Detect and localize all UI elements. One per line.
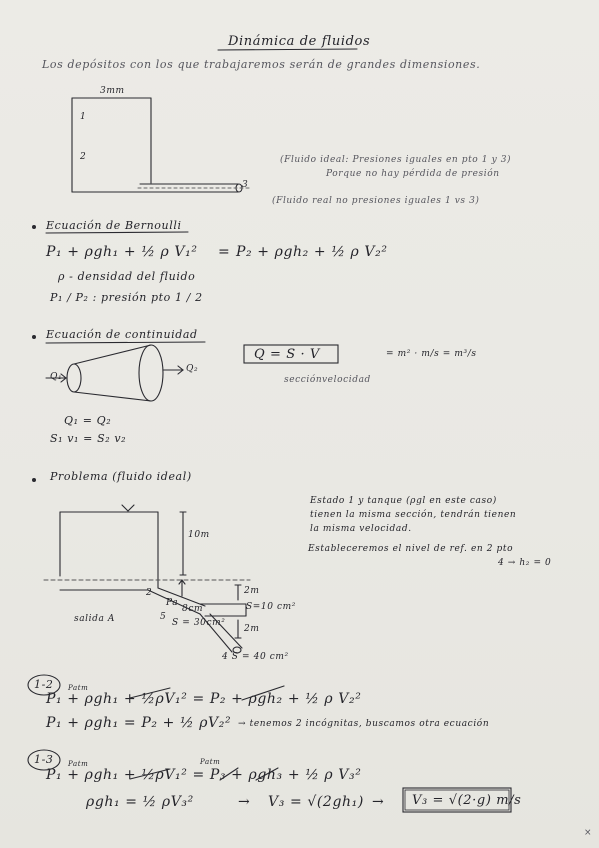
solution-arrow-1: → [238, 794, 251, 810]
problem-heading: Problema (fluido ideal) [50, 470, 192, 483]
solution-line-3: P₁ + ρgh₁ + ½ρV₁² = P₃ + ρgh₃ + ½ ρ V₃² [46, 767, 362, 783]
cone-bottom-edge [74, 392, 151, 401]
ideal-note-line1: (Fluido ideal: Presiones iguales en pto 1 y 3) [280, 155, 512, 165]
bullet-continuity [32, 335, 36, 339]
cone-q1-label: Q₁ [50, 372, 63, 382]
under-velocity: velocidad [322, 375, 371, 385]
continuity-units: = m² · m/s = m³/s [386, 349, 477, 359]
footer-mark: × [584, 828, 593, 838]
solution-line-2: P₁ + ρgh₁ = P₂ + ½ ρV₂² [46, 715, 232, 731]
solution-line-1: P₁ + ρgh₁ + ½ρV₁² = P₂ + ρgh₂ + ½ ρ V₂² [46, 691, 362, 707]
continuity-eq2: S₁ v₁ = S₂ v₂ [50, 432, 127, 445]
label-2m-top: 2m [244, 586, 260, 596]
cone-q2-label: Q₂ [186, 364, 199, 374]
bullet-problem [32, 478, 36, 482]
bernoulli-eq-lhs: P₁ + ρgh₁ + ½ ρ V₁² [46, 244, 198, 260]
label-pa: Pa [166, 598, 179, 608]
intro-text: Los depósitos con los que trabajaremos serán de grandes dimensiones. [42, 58, 481, 71]
problem-note-3: la misma velocidad. [310, 524, 412, 534]
title-underline [218, 49, 357, 50]
under-section: sección [284, 375, 323, 385]
salida-label: salida A [74, 614, 116, 624]
tank1-point-3: 3 [242, 180, 249, 190]
cone-small-end [67, 364, 81, 392]
tag-1-2: 1-2 [34, 678, 54, 691]
label-s40: 4 S = 40 cm² [222, 652, 289, 662]
bernoulli-heading: Ecuación de Bernoulli [46, 219, 182, 232]
rho-definition: ρ - densidad del fluido [58, 270, 196, 283]
solution-line-4-lhs: ρgh₁ = ½ ρV₃² [86, 794, 194, 810]
ideal-note-line2: Porque no hay pérdida de presión [326, 169, 500, 179]
problem-note-5: 4 → h₂ = 0 [498, 558, 552, 568]
continuity-underline [46, 342, 205, 343]
height-10m-label: 10m [188, 530, 210, 540]
cone-top-edge [74, 345, 151, 364]
continuity-eq1: Q₁ = Q₂ [64, 414, 112, 427]
seg-8cm: 8cm [182, 604, 204, 614]
water-level-mark [122, 505, 134, 511]
bullet-bernoulli [32, 225, 36, 229]
seg-s30: S = 30cm² [172, 618, 226, 628]
bernoulli-eq-sign: = [218, 244, 231, 260]
tank1-point-2: 2 [80, 152, 87, 162]
pressure-definition: P₁ / P₂ : presión pto 1 / 2 [50, 291, 203, 304]
solution-line-4-v: V₃ = √(2gh₁) [268, 794, 364, 810]
problem-note-4: Estableceremos el nivel de ref. en 2 pto [308, 544, 514, 554]
solution-line-2-note: → tenemos 2 incógnitas, buscamos otra ecuación [238, 719, 490, 729]
label-2m-bottom: 2m [244, 624, 260, 634]
patm-label-2: Patm [68, 760, 89, 768]
seg-5: 5 [160, 612, 167, 622]
bernoulli-eq-rhs: P₂ + ρgh₂ + ½ ρ V₂² [236, 244, 388, 260]
solution-arrow-2: → [372, 794, 385, 810]
problem-note-1: Estado 1 y tanque (ρgl en este caso) [310, 496, 497, 506]
real-note: (Fluido real no presiones iguales 1 vs 3) [272, 196, 480, 206]
patm-label-1: Patm [68, 684, 89, 692]
label-2: 2 [146, 588, 153, 598]
bernoulli-underline [46, 232, 188, 233]
cone-large-end [139, 345, 163, 401]
result-value: V₃ = √(2·g) m/s [412, 793, 522, 808]
patm-label-3: Patm [200, 758, 221, 766]
tank1-point-1: 1 [80, 112, 87, 122]
label-s10: S=10 cm² [246, 602, 297, 612]
tank1-width-label: 3mm [100, 86, 125, 96]
page-title: Dinámica de fluidos [228, 34, 371, 49]
continuity-heading: Ecuación de continuidad [46, 328, 198, 341]
problem-note-2: tienen la misma sección, tendrán tienen [310, 510, 517, 520]
continuity-boxed-equation: Q = S · V [254, 347, 320, 362]
tag-1-3: 1-3 [34, 753, 54, 766]
